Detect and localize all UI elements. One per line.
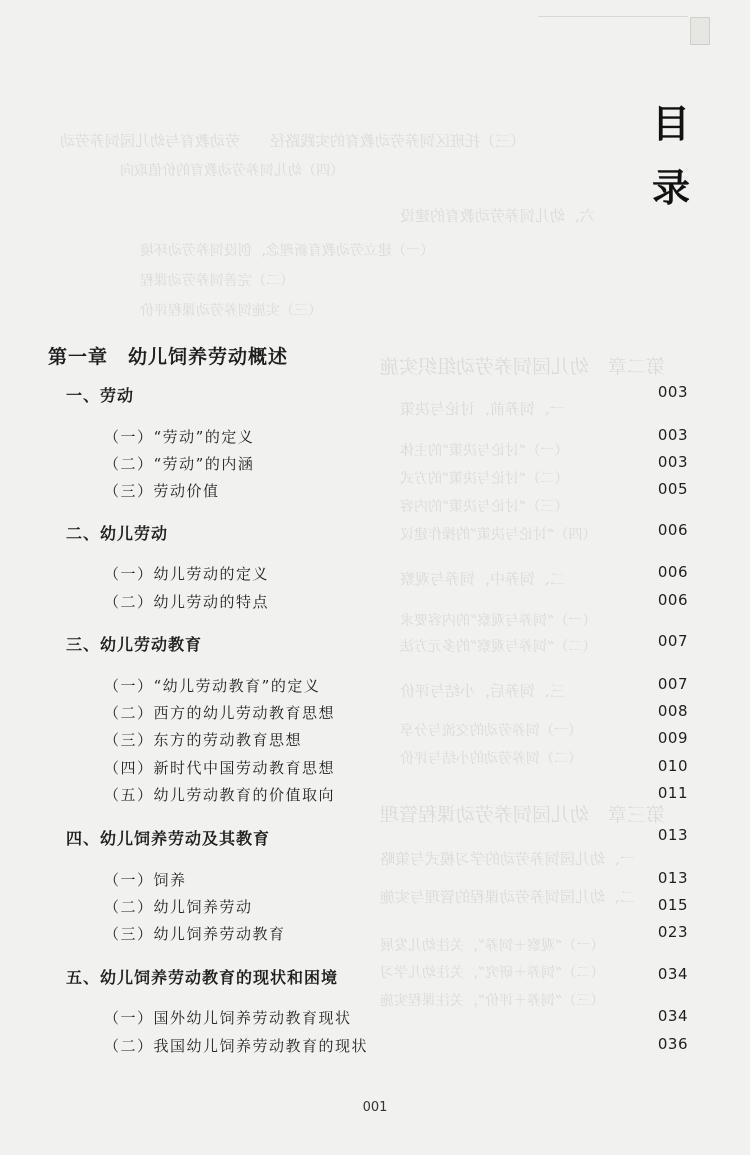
toc-entry xyxy=(0,480,750,506)
toc-entry-title: （一）幼儿劳动的定义 xyxy=(104,565,270,583)
toc-entry-title: （三）东方的劳动教育思想 xyxy=(104,731,303,749)
toc-entry xyxy=(0,591,750,617)
toc-entry-title: 五、幼儿饲养劳动教育的现状和困境 xyxy=(66,968,339,987)
toc-entry xyxy=(0,1035,750,1061)
toc-entry-title: （一）“劳动”的定义 xyxy=(104,428,255,446)
toc-section xyxy=(0,965,750,991)
toc-entry-page: 010 xyxy=(657,757,688,775)
toc-section xyxy=(0,383,750,409)
toc-entry-title: （二）西方的幼儿劳动教育思想 xyxy=(104,704,336,722)
running-header xyxy=(538,16,688,39)
toc-entry-page: 015 xyxy=(657,896,688,914)
toc-entry-page: 006 xyxy=(657,563,688,581)
toc-entry-title: （二）“劳动”的内涵 xyxy=(104,455,255,473)
header-badge xyxy=(690,17,710,45)
toc-entry-title: 一、劳动 xyxy=(66,386,135,405)
toc-entry-title: （一）国外幼儿饲养劳动教育现状 xyxy=(104,1009,352,1027)
toc-entry-title: 第一章 幼儿饲养劳动概述 xyxy=(48,346,289,368)
toc-entry xyxy=(0,869,750,895)
toc-entry-title: （一）饲养 xyxy=(104,871,187,889)
toc-section xyxy=(0,521,750,547)
toc-entry-title: 二、幼儿劳动 xyxy=(66,524,169,543)
toc-entry-title: （二）我国幼儿饲养劳动教育的现状 xyxy=(104,1037,369,1055)
toc-title-char-1: 目 xyxy=(651,102,690,146)
toc-entry-page: 003 xyxy=(657,383,688,401)
toc-entry-title: （二）幼儿劳动的特点 xyxy=(104,593,270,611)
toc-entry-page: 023 xyxy=(657,923,688,941)
toc-entry-page: 007 xyxy=(657,632,688,650)
toc-entry-page: 003 xyxy=(657,453,688,471)
toc-entry xyxy=(0,784,750,810)
toc-entry-page: 007 xyxy=(657,675,688,693)
toc-entry xyxy=(0,453,750,479)
toc-entry-title: （二）幼儿饲养劳动 xyxy=(104,898,253,916)
toc-entry-page: 034 xyxy=(657,1007,688,1025)
toc-entry-page: 011 xyxy=(657,784,688,802)
toc-entry-page: 005 xyxy=(657,480,688,498)
toc-entry-title: （四）新时代中国劳动教育思想 xyxy=(104,759,336,777)
toc-entry xyxy=(0,563,750,589)
toc-entry-title: （五）幼儿劳动教育的价值取向 xyxy=(104,786,336,804)
toc-entry xyxy=(0,923,750,949)
toc-section xyxy=(0,632,750,658)
toc-entry xyxy=(0,426,750,452)
toc-entry-page: 003 xyxy=(657,426,688,444)
toc-entry-title: （三）幼儿饲养劳动教育 xyxy=(104,925,286,943)
toc-title xyxy=(646,92,696,220)
toc-entry xyxy=(0,896,750,922)
toc-entry-page: 034 xyxy=(657,965,688,983)
toc-entry xyxy=(0,675,750,701)
toc-entry-title: （一）“幼儿劳动教育”的定义 xyxy=(104,677,321,695)
toc-entry-page: 036 xyxy=(657,1035,688,1053)
toc-entry-title: 四、幼儿饲养劳动及其教育 xyxy=(66,829,271,848)
toc-section xyxy=(0,826,750,852)
toc-entry-title: （三）劳动价值 xyxy=(104,482,220,500)
toc-entry xyxy=(0,729,750,755)
toc-entry xyxy=(0,1007,750,1033)
toc-entry-page: 013 xyxy=(657,826,688,844)
page-number: 001 xyxy=(362,1100,388,1115)
toc-title-char-2: 录 xyxy=(651,166,690,210)
toc-entry-page: 013 xyxy=(657,869,688,887)
toc-entry-page: 006 xyxy=(657,591,688,609)
toc-entry-title: 三、幼儿劳动教育 xyxy=(66,635,203,654)
toc-entry xyxy=(0,702,750,728)
toc-entry-page: 006 xyxy=(657,521,688,539)
toc-entry xyxy=(0,757,750,783)
toc-chapter xyxy=(0,342,750,368)
toc-entry-page: 009 xyxy=(657,729,688,747)
toc-entry-page: 008 xyxy=(657,702,688,720)
